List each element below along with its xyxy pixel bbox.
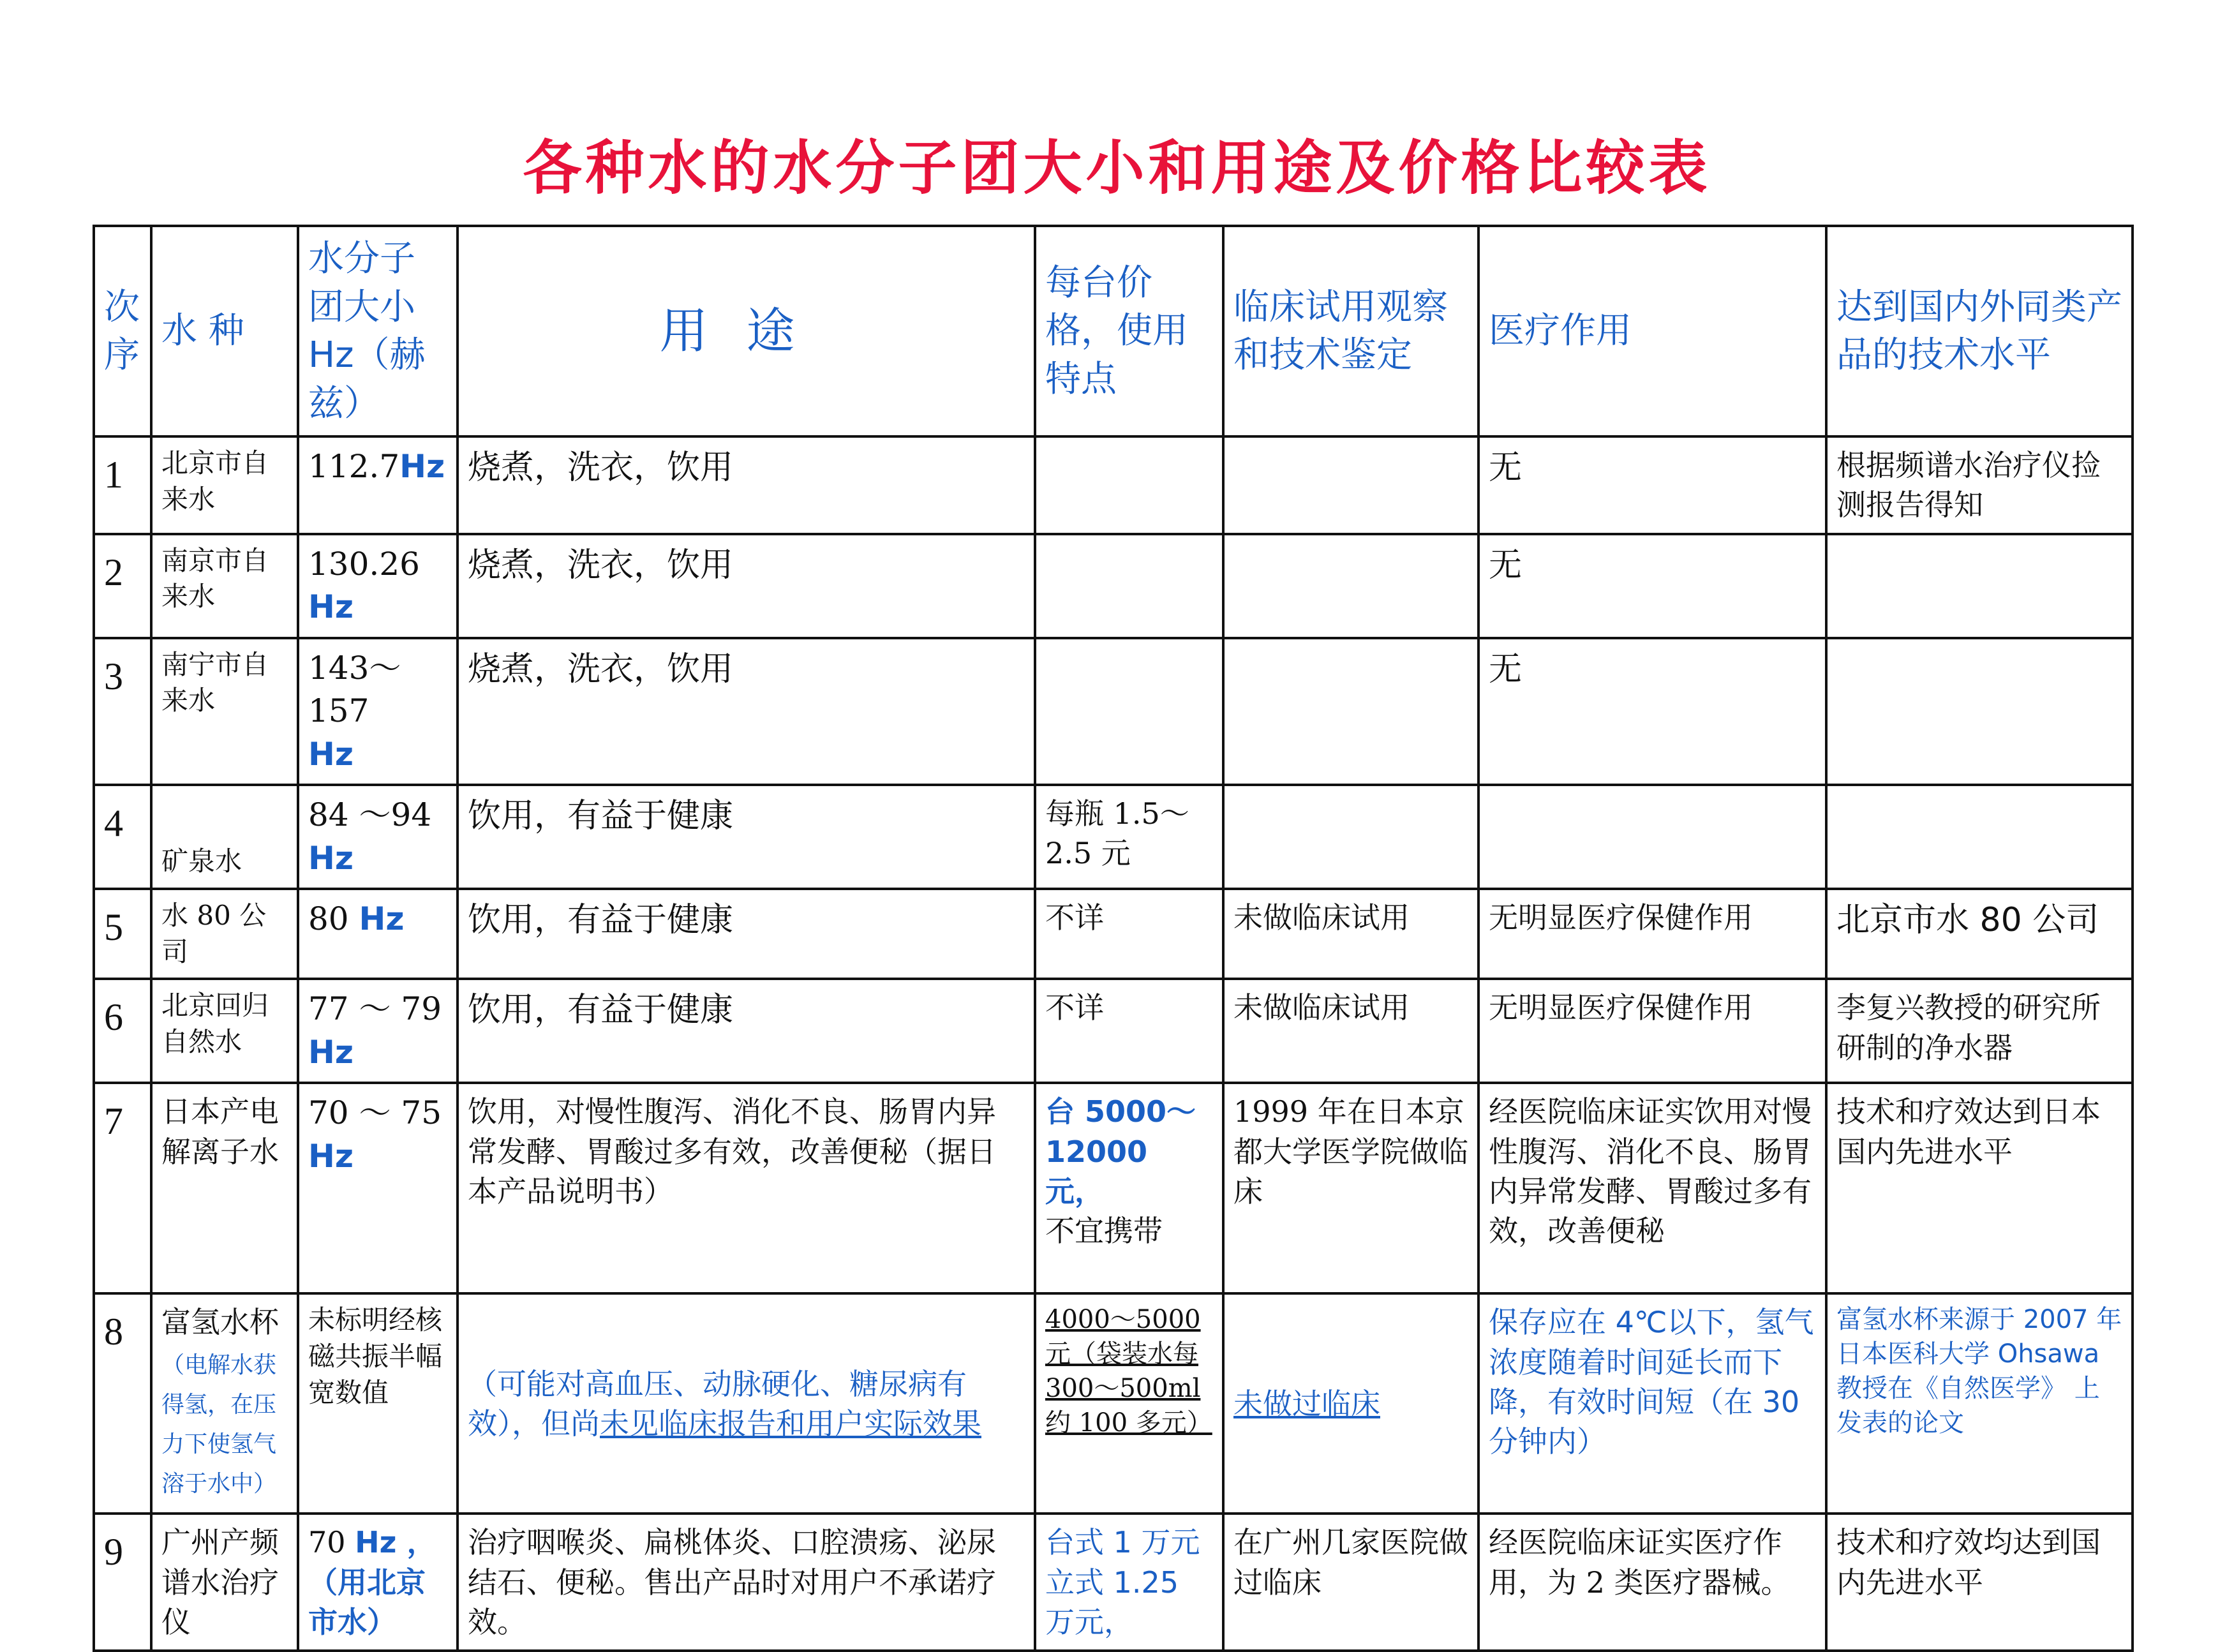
medical-effect: 保存应在 4℃以下，氢气浓度随着时间延长而下降，有效时间短（在 30 分钟内） [1478, 1293, 1826, 1514]
page-title: 各种水的水分子团大小和用途及价格比较表 [523, 134, 1711, 202]
water-type-note: （电解水获得氢，在压力下使氢气溶于水中） [161, 1351, 277, 1497]
clinical [1223, 534, 1478, 638]
clinical: 未做过临床 [1223, 1293, 1478, 1514]
row-number: 2 [94, 534, 151, 638]
water-type-name: 南京市自来水 [161, 544, 269, 613]
water-type-name: 日本产电解离子水 [161, 1094, 279, 1169]
frequency-unit: Hz [308, 735, 354, 773]
water-type [151, 638, 298, 785]
tech-level: 李复兴教授的研究所研制的净水器 [1826, 979, 2133, 1083]
table-row [94, 1293, 2133, 1514]
header-frequency: 水分子团大小Hz（赫兹） [298, 226, 458, 436]
tech-level [1826, 638, 2133, 785]
clinical: 未做临床试用 [1223, 889, 1478, 979]
header-clinical: 临床试用观察和技术鉴定 [1223, 226, 1478, 436]
header-order: 次序 [94, 226, 151, 436]
water-type [151, 1514, 298, 1650]
table-row [94, 534, 2133, 638]
water-type [151, 534, 298, 638]
frequency-value: 143～157 [308, 649, 401, 730]
table-row [94, 638, 2133, 785]
tech-level [1826, 534, 2133, 638]
frequency-value: 80 [308, 900, 349, 938]
tech-level: 北京市水 80 公司 [1826, 889, 2133, 979]
row-number: 5 [94, 889, 151, 979]
frequency-unit: Hz [308, 588, 354, 626]
row-number: 3 [94, 638, 151, 785]
usage: 烧煮，洗衣，饮用 [458, 534, 1035, 638]
water-type [151, 1083, 298, 1293]
water-type-name: 北京市自来水 [161, 447, 269, 516]
table-row [94, 436, 2133, 533]
frequency [298, 534, 458, 638]
medical-effect [1478, 785, 1826, 889]
tech-level: 根据频谱水治疗仪捡测报告得知 [1826, 436, 2133, 533]
frequency-unit: Hz [308, 839, 354, 877]
table-row [94, 1083, 2133, 1293]
row-number: 7 [94, 1083, 151, 1293]
table-row [94, 1514, 2133, 1650]
usage: 饮用，对慢性腹泻、消化不良、肠胃内异常发酵、胃酸过多有效，改善便秘（据日本产品说明书） [458, 1083, 1035, 1293]
frequency-value: 70 [308, 1525, 346, 1560]
usage [458, 1293, 1035, 1514]
table-row [94, 979, 2133, 1083]
frequency-value: 84 ～94 [308, 796, 432, 834]
tech-level: 技术和疗效达到日本国内先进水平 [1826, 1083, 2133, 1293]
price-value: 台 5000～12000 元， [1045, 1094, 1196, 1209]
price: 不详 [1035, 979, 1223, 1083]
clinical [1223, 785, 1478, 889]
water-type-name: 广州产频谱水治疗仪 [161, 1525, 279, 1639]
medical-effect: 无明显医疗保健作用 [1478, 889, 1826, 979]
usage: 治疗咽喉炎、扁桃体炎、口腔溃疡、泌尿结石、便秘。售出产品时对用户不承诺疗效。 [458, 1514, 1035, 1650]
water-type [151, 436, 298, 533]
water-type [151, 979, 298, 1083]
water-type [151, 785, 298, 889]
water-type-name: 矿泉水 [161, 845, 242, 877]
frequency [298, 889, 458, 979]
row-number: 8 [94, 1293, 151, 1514]
frequency-value: 77 ～ 79 [308, 990, 442, 1028]
header-price: 每台价格，使用特点 [1035, 226, 1223, 436]
frequency [298, 1293, 458, 1514]
usage: 烧煮，洗衣，饮用 [458, 436, 1035, 533]
frequency-value: 130.26 [308, 545, 420, 583]
water-type-name: 水 80 公司 [161, 900, 267, 967]
water-type [151, 889, 298, 979]
row-number: 6 [94, 979, 151, 1083]
row-number: 4 [94, 785, 151, 889]
header-water-type: 水 种 [151, 226, 298, 436]
frequency-value: 未标明经核磁共振半幅宽数值 [308, 1304, 443, 1408]
frequency-unit: Hz [359, 900, 405, 938]
usage: 饮用，有益于健康 [458, 785, 1035, 889]
price [1035, 638, 1223, 785]
price: 不详 [1035, 889, 1223, 979]
clinical: 1999 年在日本京都大学医学院做临床 [1223, 1083, 1478, 1293]
clinical [1223, 436, 1478, 533]
frequency [298, 436, 458, 533]
frequency [298, 638, 458, 785]
usage: 饮用，有益于健康 [458, 979, 1035, 1083]
frequency-unit: Hz ，（用北京市水） [308, 1525, 436, 1639]
table-row [94, 889, 2133, 979]
header-row [94, 226, 2133, 436]
frequency [298, 979, 458, 1083]
medical-effect: 经医院临床证实医疗作用，为 2 类医疗器械。 [1478, 1514, 1826, 1650]
medical-effect: 无明显医疗保健作用 [1478, 979, 1826, 1083]
water-type-name: 北京回归自然水 [161, 990, 269, 1058]
price [1035, 1083, 1223, 1293]
clinical: 在广州几家医院做过临床 [1223, 1514, 1478, 1650]
frequency-value: 112.7 [308, 448, 400, 486]
frequency-unit: Hz [308, 1137, 354, 1175]
header-usage: 用途 [458, 226, 1035, 436]
water-type [151, 1293, 298, 1514]
medical-effect: 无 [1478, 436, 1826, 533]
price [1035, 436, 1223, 533]
row-number: 1 [94, 436, 151, 533]
frequency-unit: Hz [308, 1033, 354, 1071]
table-row [94, 785, 2133, 889]
water-type-name: 南宁市自来水 [161, 648, 269, 717]
clinical: 未做临床试用 [1223, 979, 1478, 1083]
medical-effect: 无 [1478, 534, 1826, 638]
price: 每瓶 1.5～2.5 元 [1035, 785, 1223, 889]
clinical [1223, 638, 1478, 785]
tech-level [1826, 785, 2133, 889]
frequency-value: 70 ～ 75 [308, 1094, 442, 1132]
header-level: 达到国内外同类产品的技术水平 [1826, 226, 2133, 436]
price: 台式 1 万元立式 1.25 万元， [1035, 1514, 1223, 1650]
medical-effect: 经医院临床证实饮用对慢性腹泻、消化不良、肠胃内异常发酵、胃酸过多有效，改善便秘 [1478, 1083, 1826, 1293]
usage: 饮用，有益于健康 [458, 889, 1035, 979]
price-note: 不宜携带 [1045, 1213, 1163, 1248]
comparison-table [93, 225, 2134, 1652]
frequency [298, 1083, 458, 1293]
frequency [298, 785, 458, 889]
usage-text: （可能对高血压、动脉硬化、糖尿病有效），但尚 [468, 1366, 967, 1441]
frequency [298, 1514, 458, 1650]
tech-level: 富氢水杯来源于 2007 年日本医科大学 Ohsawa 教授在《自然医学》 上发表的论文 [1826, 1293, 2133, 1514]
tech-level: 技术和疗效均达到国内先进水平 [1826, 1514, 2133, 1650]
price [1035, 534, 1223, 638]
usage: 烧煮，洗衣，饮用 [458, 638, 1035, 785]
header-medical: 医疗作用 [1478, 226, 1826, 436]
water-type-name: 富氢水杯 [161, 1305, 279, 1340]
price: 4000～5000 元（袋装水每 300～500ml 约 100 多元） [1035, 1293, 1223, 1514]
medical-effect: 无 [1478, 638, 1826, 785]
usage-underlined: 未见临床报告和用户实际效果 [600, 1406, 981, 1441]
frequency-unit: Hz [399, 448, 445, 486]
row-number: 9 [94, 1514, 151, 1650]
